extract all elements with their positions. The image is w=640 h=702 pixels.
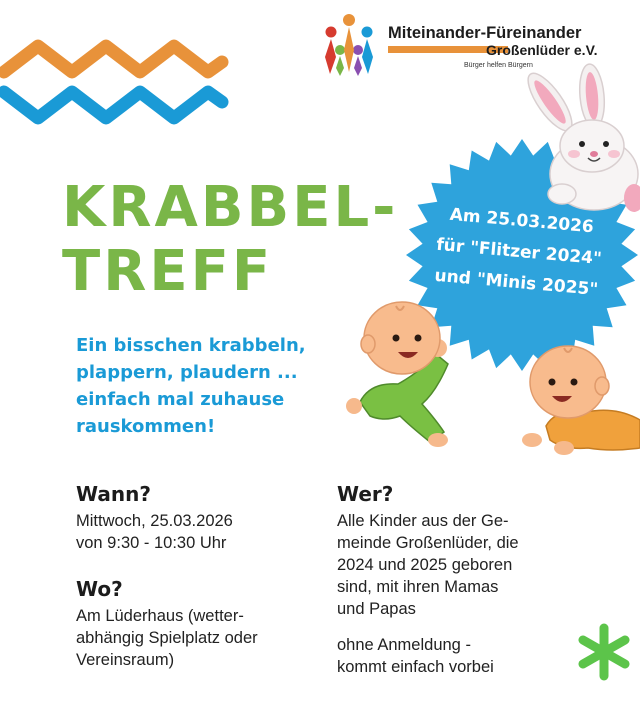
tagline: [76, 332, 346, 440]
page-title: [62, 176, 398, 304]
wo-heading: Wo?: [76, 577, 123, 601]
badge-line-2: für "Flitzer 2024": [435, 234, 603, 270]
wer-line: 2024 und 2025 geboren: [337, 556, 513, 574]
wer-note-line: kommt einfach vorbei: [337, 658, 494, 676]
wo-line: Am Lüderhaus (wetter-: [76, 607, 244, 625]
bunny-icon: [522, 62, 640, 222]
wann-text: [76, 510, 326, 554]
tagline-line: rauskommen!: [76, 416, 216, 437]
logo-title: Miteinander-Füreinander: [388, 24, 582, 42]
tagline-line: Ein bisschen krabbeln,: [76, 335, 306, 356]
wer-line: meinde Großenlüder, die: [337, 534, 519, 552]
wer-heading: Wer?: [337, 482, 394, 506]
wo-line: abhängig Spielplatz oder: [76, 629, 258, 647]
tagline-line: einfach mal zuhause: [76, 389, 285, 410]
wo-line: Vereinsraum): [76, 651, 175, 669]
zigzag-decoration: [0, 22, 230, 137]
wer-text: [337, 510, 577, 620]
people-circle-logo-icon: [318, 12, 380, 78]
wann-line: von 9:30 - 10:30 Uhr: [76, 534, 227, 552]
wer-note: [337, 634, 577, 678]
wer-note-line: ohne Anmeldung -: [337, 636, 471, 654]
badge-line-3: und "Minis 2025": [433, 265, 599, 300]
wer-line: sind, mit ihren Mamas: [337, 578, 499, 596]
logo-slogan: Bürger helfen Bürgern: [464, 62, 533, 69]
tagline-line: plappern, plaudern ...: [76, 362, 298, 383]
zigzag-blue-icon: [4, 92, 222, 118]
badge-line-1: Am 25.03.2026: [448, 204, 595, 238]
section-wann: [76, 482, 326, 554]
wer-line: Alle Kinder aus der Ge-: [337, 512, 509, 530]
zigzag-orange-icon: [4, 46, 222, 72]
wo-text: [76, 605, 326, 671]
asterisk-green-icon: [574, 622, 634, 682]
section-wer: [337, 482, 577, 678]
logo-subtitle: Großenlüder e.V.: [486, 42, 598, 58]
baby-crawling-orange-icon: [516, 336, 640, 466]
wann-line: Mittwoch, 25.03.2026: [76, 512, 233, 530]
title-line-1: KRABBEL-: [62, 175, 399, 240]
wer-line: und Papas: [337, 600, 416, 618]
section-wo: [76, 577, 326, 671]
baby-crawling-green-icon: [340, 292, 470, 452]
wann-heading: Wann?: [76, 482, 151, 506]
title-line-2: TREFF: [62, 239, 274, 304]
